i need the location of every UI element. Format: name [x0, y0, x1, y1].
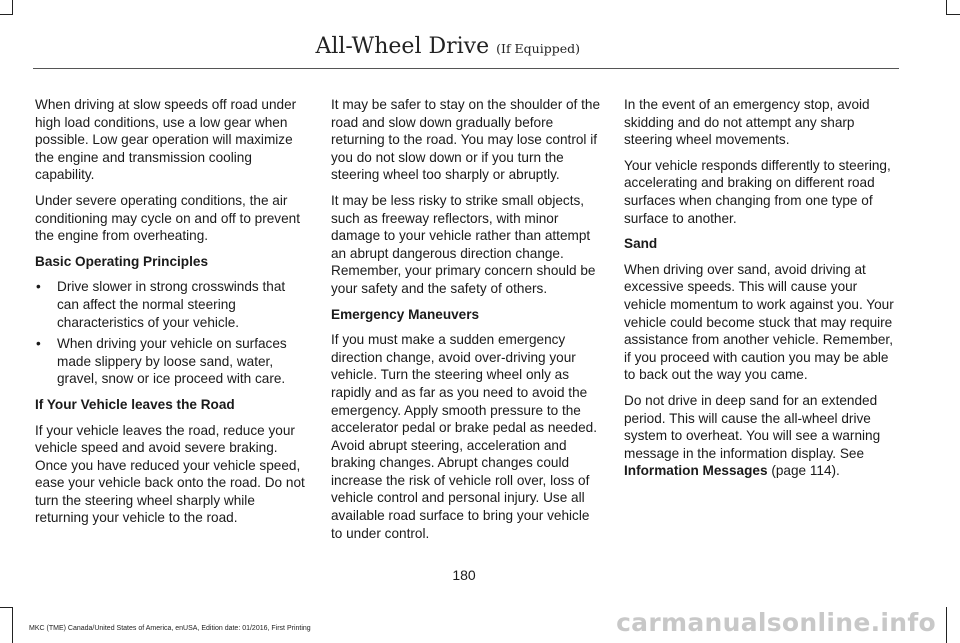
crop-mark-bottom-left-vertical — [12, 607, 13, 643]
paragraph-air-conditioning: Under severe operating conditions, the air conditioning may cycle on and off to prevent the engine from overheating. — [35, 192, 300, 244]
paragraph-small-objects: It may be less risky to strike small objects, such as freeway reflectors, with minor damage to your vehicle rather than attempt an abrupt dangerous direction change. Remember, your primary concern should be your safety and the safety of others. — [331, 192, 596, 296]
edition-footer: MKC (TME) Canada/United States of America, enUSA, Edition date: 01/2016, First Printing — [29, 625, 311, 632]
column-right — [624, 96, 896, 488]
paragraph-emergency-maneuvers: If you must make a sudden emergency direction change, avoid over-driving your vehicle. Turn the steering wheel only as rapidly and as far as you need to avoid the emergency. Apply smooth pressure to the accelerator pedal or brake pedal as needed. Avoid abrupt steering, acceleration and braking changes. Abrupt changes could increase the risk of vehicle roll over, loss of vehicle control and personal injury. Use all available road surface to bring your vehicle to under control. — [331, 332, 598, 541]
watermark-logo: carmanualsonline.info — [616, 608, 936, 637]
crop-mark-top-left-horizontal — [0, 14, 13, 15]
crop-mark-bottom-left-horizontal — [0, 607, 13, 608]
paragraph-road-surfaces: Your vehicle responds differently to steering, accelerating and braking on different road surfaces when changing from one type of surface to another. — [624, 157, 891, 226]
bullet-list — [35, 278, 307, 388]
page-reference: (page 114). — [771, 463, 840, 479]
heading-vehicle-leaves-road: If Your Vehicle leaves the Road — [35, 396, 235, 412]
page-title — [315, 34, 580, 59]
paragraph-low-gear: When driving at slow speeds off road under high load conditions, use a low gear when possible. Low gear operation will maximize the engine and transmission cooling capability. — [35, 97, 297, 183]
deep-sand-text: Do not drive in deep sand for an extended period. This will cause the all-wheel drive system to overheat. You will see a warning message in the information display. See — [624, 392, 881, 461]
header-divider — [33, 68, 899, 69]
information-messages-link[interactable]: Information Messages — [624, 463, 768, 479]
crop-mark-top-right-vertical — [946, 0, 947, 14]
paragraph-shoulder: It may be safer to stay on the shoulder of the road and slow down gradually before returning to the road. You may lose control if you do not slow down or if you turn the steering wheel too sharply or abruptly. — [331, 97, 601, 183]
heading-sand: Sand — [624, 236, 658, 252]
paragraph-sand: When driving over sand, avoid driving at excessive speeds. This will cause your vehicle momentum to work against you. Your vehicle could become stuck that may require assistance from another vehicle. Remember, if you proceed with caution you may be able to back out the way you came. — [624, 261, 894, 383]
heading-basic-operating-principles: Basic Operating Principles — [35, 253, 209, 269]
crop-mark-top-right-horizontal — [946, 14, 960, 15]
paragraph-emergency-stop: In the event of an emergency stop, avoid skidding and do not attempt any sharp steering wheel movements. — [624, 97, 870, 148]
page-title-main: All-Wheel Drive — [315, 34, 490, 59]
paragraph-deep-sand — [624, 392, 896, 480]
paragraph-leaves-road: If your vehicle leaves the road, reduce your vehicle speed and avoid severe braking. Once you have reduced your vehicle speed, ease your vehicle back onto the road. Do not turn the steering wheel sharply while returning your vehicle to the road. — [35, 422, 305, 526]
crop-mark-top-left-vertical — [12, 0, 13, 14]
column-left — [35, 96, 307, 535]
page-title-subtitle: (If Equipped) — [496, 41, 580, 56]
heading-emergency-maneuvers: Emergency Maneuvers — [331, 306, 480, 322]
page-number: 180 — [452, 567, 476, 583]
column-middle — [331, 96, 603, 550]
crop-mark-bottom-right-vertical — [946, 607, 947, 643]
bullet-item-slippery-surfaces: • When driving your vehicle on surfaces made slippery by loose sand, water, gravel, snow or ice proceed with care. — [35, 335, 307, 388]
bullet-item-crosswinds: • Drive slower in strong crosswinds that can affect the normal steering characteristics of your vehicle. — [35, 278, 307, 331]
